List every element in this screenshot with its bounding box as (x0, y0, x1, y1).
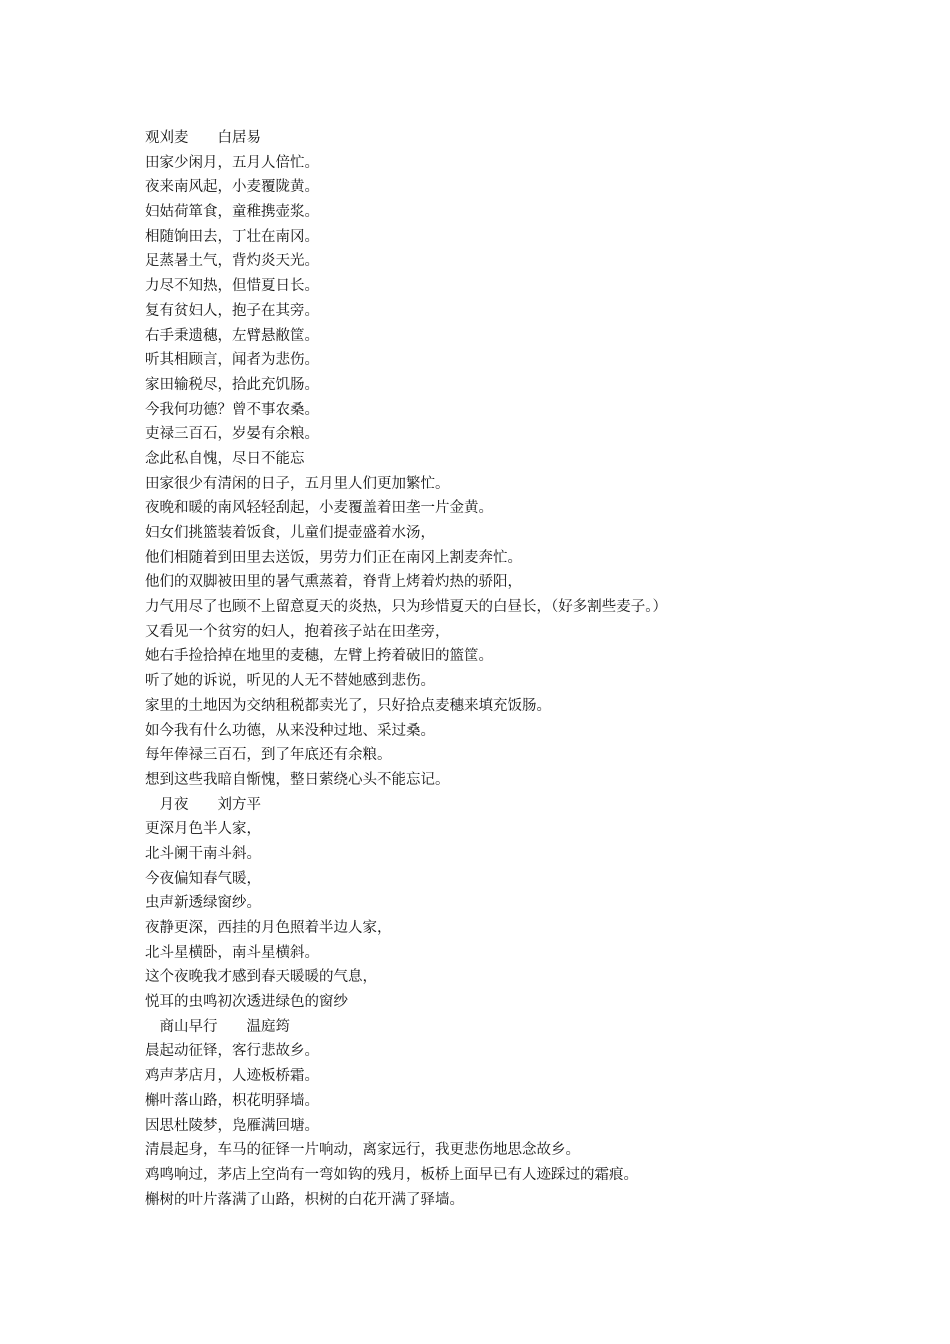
text-line: 田家很少有清闲的日子，五月里人们更加繁忙。 (145, 475, 450, 492)
text-line: 夜来南风起，小麦覆陇黄。 (145, 179, 319, 196)
text-line: 吏禄三百石，岁晏有余粮。 (145, 426, 319, 443)
text-line: 家田输税尽，拾此充饥肠。 (145, 376, 319, 393)
text-line: 想到这些我暗自惭愧，整日萦绕心头不能忘记。 (145, 771, 450, 788)
text-line: 悦耳的虫鸣初次透进绿色的窗纱 (145, 994, 348, 1011)
document-body (145, 126, 935, 1212)
text-line: 月夜 刘方平 (145, 796, 261, 813)
text-line: 家里的土地因为交纳租税都卖光了，只好拾点麦穗来填充饭肠。 (145, 697, 551, 714)
text-line: 每年俸禄三百石，到了年底还有余粮。 (145, 747, 392, 764)
text-line: 北斗阑干南斗斜。 (145, 845, 261, 862)
text-line: 鸡声茅店月，人迹板桥霜。 (145, 1068, 319, 1085)
text-line: 观刈麦 白居易 (145, 130, 261, 146)
text-line: 力尽不知热，但惜夏日长。 (145, 278, 319, 295)
text-line: 她右手捡拾掉在地里的麦穗，左臂上挎着破旧的篮筐。 (145, 648, 493, 665)
text-line: 虫声新透绿窗纱。 (145, 895, 261, 912)
text-line: 右手秉遗穗，左臂悬敝筐。 (145, 327, 319, 344)
text-line: 念此私自愧，尽日不能忘 (145, 450, 305, 467)
text-line: 听其相顾言，闻者为悲伤。 (145, 352, 319, 369)
text-line: 妇女们挑篮装着饭食，儿童们提壶盛着水汤， (145, 525, 435, 541)
text-line: 鸡鸣响过，茅店上空尚有一弯如钩的残月，板桥上面早已有人迹踩过的霜痕。 (145, 1166, 638, 1183)
text-line: 因思杜陵梦，凫雁满回塘。 (145, 1117, 319, 1134)
text-line: 槲树的叶片落满了山路，枳树的白花开满了驿墙。 (145, 1191, 464, 1208)
text-line: 清晨起身，车马的征铎一片响动，离家远行，我更悲伤地思念故乡。 (145, 1142, 580, 1159)
text-line: 他们的双脚被田里的暑气熏蒸着，脊背上烤着灼热的骄阳， (145, 574, 522, 591)
text-line: 夜静更深，西挂的月色照着半边人家， (145, 920, 392, 936)
text-line: 今我何功德？曾不事农桑。 (145, 401, 319, 418)
text-line: 田家少闲月，五月人倍忙。 (145, 154, 319, 171)
text-line: 商山早行 温庭筠 (145, 1018, 290, 1035)
text-line: 又看见一个贫穷的妇人，抱着孩子站在田垄旁， (145, 623, 450, 640)
text-line: 他们相随着到田里去送饭，男劳力们正在南冈上割麦奔忙。 (145, 549, 522, 566)
text-line: 力气用尽了也顾不上留意夏天的炎热，只为珍惜夏天的白昼长，（好多割些麦子。） (145, 599, 667, 616)
text-line: 妇姑荷箪食，童稚携壶浆。 (145, 204, 319, 221)
text-line: 听了她的诉说，听见的人无不替她感到悲伤。 (145, 673, 435, 690)
text-line: 复有贫妇人，抱子在其旁。 (145, 302, 319, 319)
text-line: 如今我有什么功德，从来没种过地、采过桑。 (145, 722, 435, 739)
text-line: 更深月色半人家， (145, 821, 261, 838)
text-line: 相随饷田去，丁壮在南冈。 (145, 228, 319, 245)
text-line: 槲叶落山路，枳花明驿墙。 (145, 1092, 319, 1109)
text-line: 夜晚和暖的南风轻轻刮起，小麦覆盖着田垄一片金黄。 (145, 500, 493, 517)
text-line: 晨起动征铎，客行悲故乡。 (145, 1043, 319, 1060)
text-line: 今夜偏知春气暖， (145, 870, 261, 887)
text-line: 北斗星横卧，南斗星横斜。 (145, 944, 319, 961)
text-line: 足蒸暑土气，背灼炎天光。 (145, 253, 319, 270)
text-line: 这个夜晚我才感到春天暖暖的气息， (145, 969, 377, 986)
